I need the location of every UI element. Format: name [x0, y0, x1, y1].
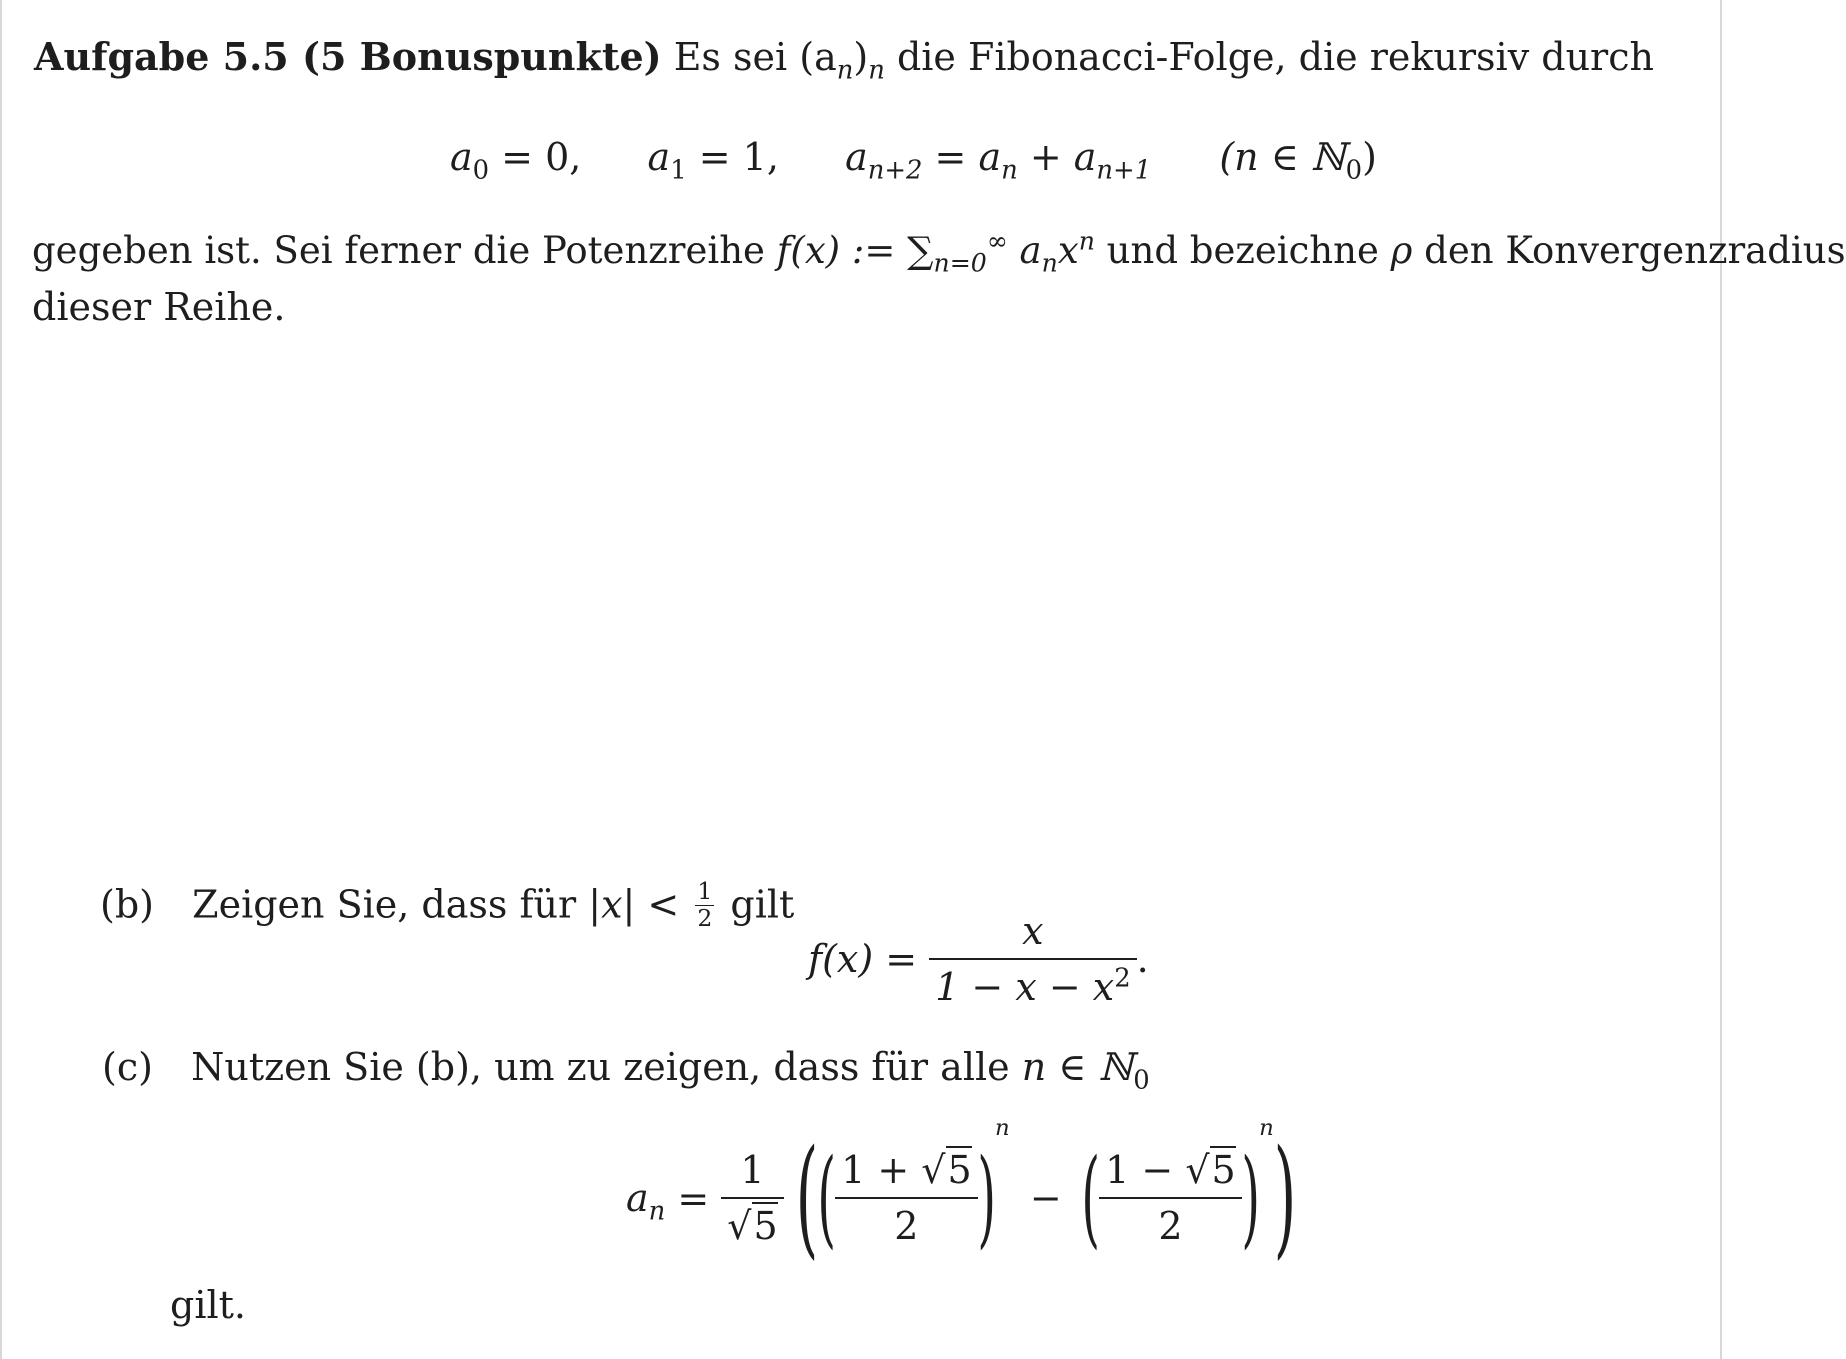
- a1-term: $a_1 = 1$,: [647, 135, 779, 186]
- minus-sign: −: [1029, 1176, 1062, 1221]
- sequence-symbol: $(a_n)_n$: [799, 35, 885, 86]
- part-c-label: (c): [102, 1045, 153, 1089]
- paragraph-text-3: den Konvergenzradius: [1412, 229, 1846, 272]
- paragraph-text-1: gegeben ist. Sei ferner die Potenzreihe: [32, 229, 777, 272]
- rho-symbol: ρ: [1390, 229, 1413, 272]
- part-b-text-b: gilt: [718, 882, 795, 927]
- recursion-relation: $a_{n+2} = a_n + a_{n+1}$: [845, 135, 1152, 186]
- part-b-line: [100, 877, 795, 932]
- part-b-text-a: Zeigen Sie, dass für: [192, 882, 589, 927]
- golden-ratio-fraction: $\frac{1 + √5}{2}$: [835, 1151, 978, 1245]
- formula-period: .: [1136, 937, 1149, 981]
- fx-lhs: f(x) =: [808, 937, 930, 981]
- first-right-paren: ): [977, 1136, 996, 1260]
- fraction-numerator: x: [929, 912, 1136, 960]
- recursion-formula: [450, 135, 1377, 186]
- first-exponent: n: [995, 1115, 1010, 1141]
- paragraph-line-1: [32, 226, 1846, 278]
- paragraph-text-2: und bezeichne: [1094, 229, 1391, 272]
- second-left-paren: (: [1081, 1136, 1100, 1260]
- one-over-sqrt5: $\frac{1}{√5}$: [721, 1151, 783, 1245]
- fraction-denominator: $1 - x - x^2$: [935, 963, 1131, 1009]
- exercise-title: Aufgabe 5.5 (5 Bonuspunkte): [34, 34, 662, 79]
- part-c-line: [102, 1045, 1150, 1096]
- intro-text-b: die Fibonacci-Folge, die rekursiv durch: [896, 35, 1654, 79]
- first-left-paren: (: [817, 1136, 836, 1260]
- power-series: f(x) := $\sum_{n=0}^\infty$ $a_nx^n$: [776, 226, 1095, 278]
- second-exponent: n: [1259, 1115, 1274, 1141]
- outer-right-paren: ): [1273, 1123, 1296, 1273]
- outer-left-paren: (: [795, 1123, 819, 1273]
- an-lhs: $a_n$: [626, 1176, 666, 1228]
- closing-word: gilt.: [170, 1283, 246, 1327]
- part-c-text-a: Nutzen Sie (b), um zu zeigen, dass für alle: [191, 1045, 1022, 1089]
- intro-text-a: Es sei: [673, 35, 788, 79]
- part-b-formula: [808, 909, 1149, 1009]
- part-b-label: (b): [100, 882, 154, 927]
- second-right-paren: ): [1241, 1136, 1260, 1260]
- generating-function-fraction: [929, 909, 1136, 1009]
- equals-sign: =: [665, 1176, 722, 1221]
- header-line: [34, 34, 1654, 86]
- a0-term: $a_0 = 0$,: [450, 135, 582, 186]
- abs-condition: |x| <: [588, 882, 692, 927]
- recursion-domain: (n ∈ ℕ$_0$): [1219, 135, 1377, 186]
- n-in-naturals: n ∈ ℕ$_0$: [1021, 1045, 1150, 1096]
- one-half-fraction: $\frac{1}{2}$: [697, 877, 713, 932]
- conjugate-ratio-fraction: $\frac{1 - √5}{2}$: [1099, 1151, 1242, 1245]
- binet-formula: [626, 1115, 1296, 1273]
- paragraph-line-2: dieser Reihe.: [32, 285, 286, 329]
